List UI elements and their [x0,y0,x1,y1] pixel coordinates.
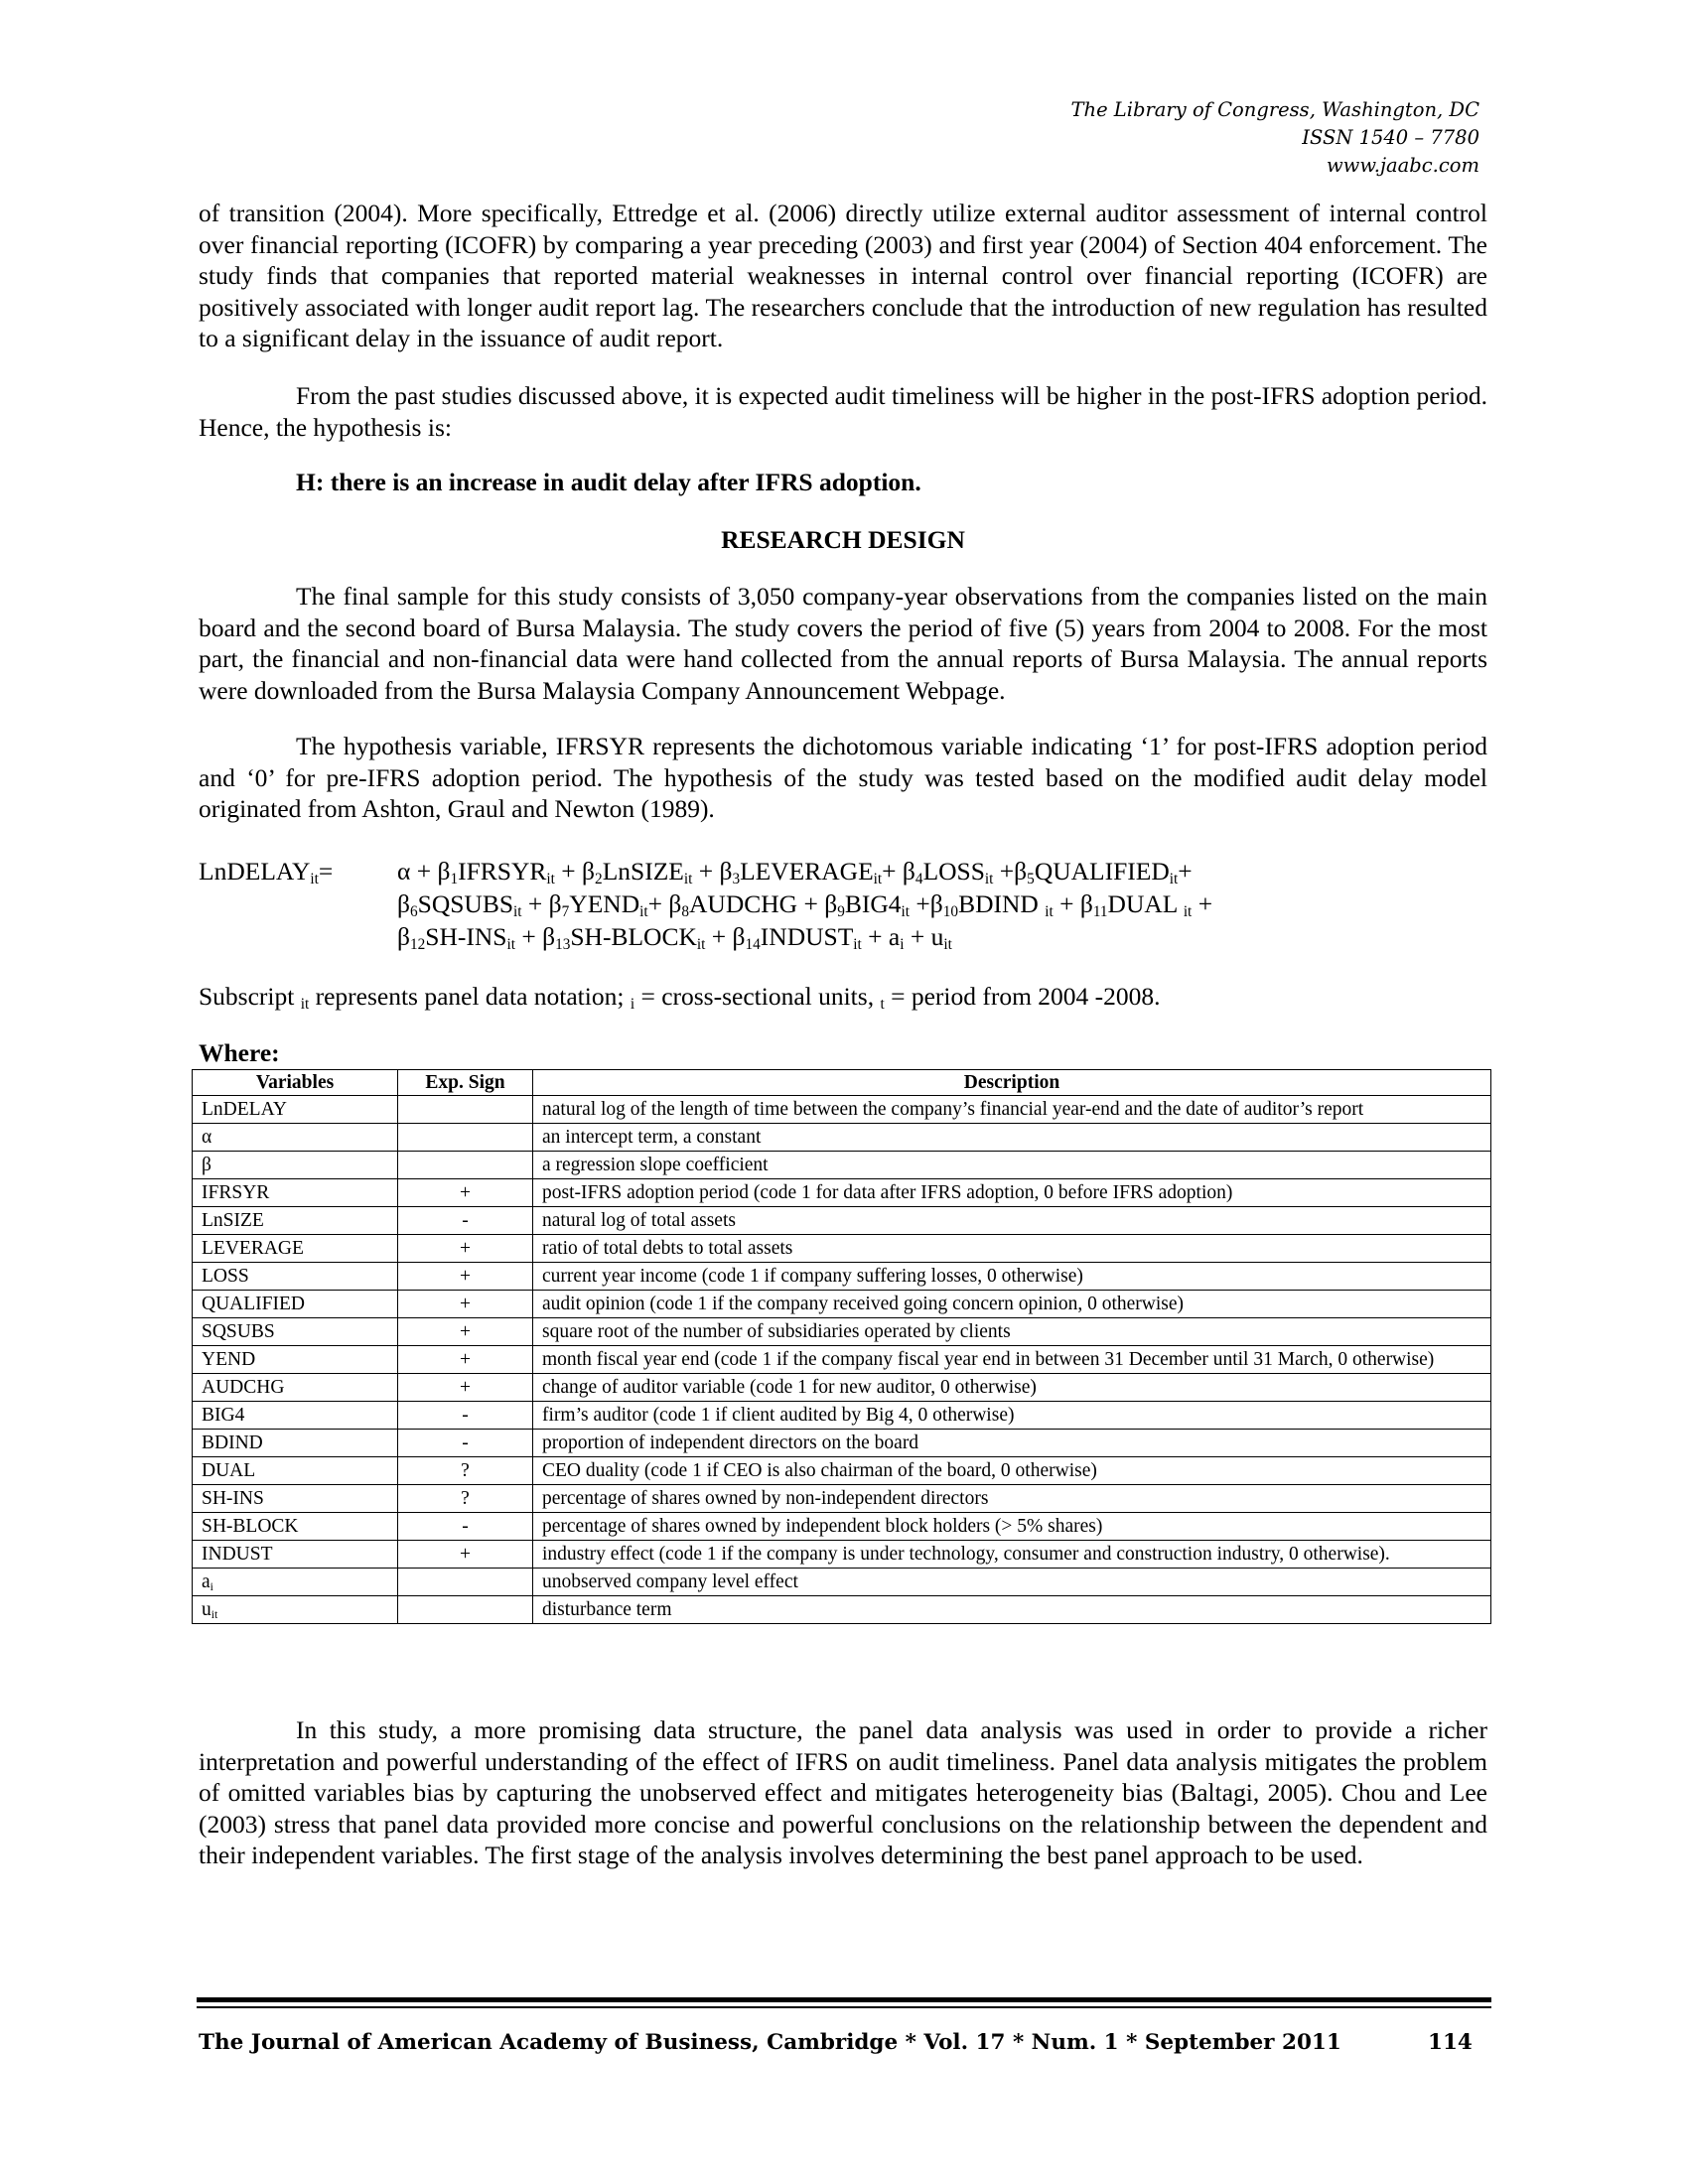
equation-term-text: + β [554,857,596,886]
table-row [193,1402,1491,1430]
equation-term-text: β [397,889,410,918]
description-cell: disturbance term [533,1596,1491,1624]
variable-cell [193,1346,398,1374]
equation-term-text: SH-BLOCK [570,922,697,951]
variable-cell [193,1374,398,1402]
subscript-note-text: Subscript [199,982,301,1011]
equation-term-text: INDUST [760,922,854,951]
equation-term-subscript: it [546,870,555,887]
variable-cell [193,1513,398,1541]
table-row [193,1374,1491,1402]
expected-sign-cell [398,1096,533,1124]
description-cell: month fiscal year end (code 1 if the company fiscal year end in between 31 December until 31 March, 0 otherwise) [533,1346,1491,1374]
section-heading: RESEARCH DESIGN [721,525,965,554]
equation-term-subscript: it [513,902,522,920]
table-row [193,1513,1491,1541]
equation-term-subscript: it [873,870,883,887]
equation-line-3 [397,920,1212,953]
paragraph-3-block [199,581,1487,706]
description-cell: change of auditor variable (code 1 for new auditor, 0 otherwise) [533,1374,1491,1402]
variable-name: BDIND [202,1433,263,1453]
variable-name: u [202,1599,211,1620]
expected-sign-cell [398,1596,533,1624]
expected-sign-cell [398,1569,533,1596]
equation-term-subscript: 8 [681,902,690,920]
expected-sign-cell: ? [398,1457,533,1485]
variable-name: YEND [202,1349,256,1370]
equation-lhs-sub: it [310,870,319,887]
variable-name: AUDCHG [202,1377,285,1398]
equation-lhs-var: LnDELAY [199,857,311,886]
paragraph-1: of transition (2004). More specifically, Ettredge et al. (2006) directly utilize external auditor assessment of internal control over financial reporting (ICOFR) by comparing a year preceding (2003) and first year (2004) of Section 404 enforcement. The study finds that companies that reported material weaknesses in internal control over financial reporting (ICOFR) are positively associated with longer audit report lag. The researchers conclude that the introduction of new regulation has resulted to a significant delay in the issuance of audit report. [199,199,1487,352]
table-body [193,1096,1491,1624]
equation-equals: = [318,857,334,886]
footer-rule-thin [197,2006,1491,2008]
equation-term-text: DUAL [1107,889,1184,918]
description-cell: proportion of independent directors on the board [533,1430,1491,1457]
equation-term-subscript: 5 [1027,870,1035,887]
equation-term-subscript: it [639,902,648,920]
equation-term-text: + u [904,922,944,951]
equation-term-text: +β [993,857,1028,886]
equation-term-text: + β [692,857,733,886]
expected-sign-cell: - [398,1513,533,1541]
equation-term-subscript: 2 [595,870,603,887]
paragraph-2: From the past studies discussed above, it is expected audit timeliness will be higher in the post-IFRS adoption period. Hence, the hypothesis is: [199,381,1487,442]
variable-cell [193,1430,398,1457]
col-header-variables: Variables [193,1070,398,1096]
subscript-note-subscript: t [880,995,885,1013]
header-line-2: ISSN 1540 – 7780 [1302,126,1479,149]
table-row [193,1541,1491,1569]
equation-term-subscript: 14 [745,935,761,953]
equation-term-text: IFRSYR [458,857,547,886]
variable-cell [193,1179,398,1207]
equation-term-text: + β [705,922,746,951]
equation-term-subscript: 4 [914,870,923,887]
footer-rule-thick [197,1997,1491,2002]
variable-name: LEVERAGE [202,1238,304,1259]
table-row [193,1207,1491,1235]
description-cell: natural log of total assets [533,1207,1491,1235]
description-cell: industry effect (code 1 if the company is under technology, consumer and construction industry, 0 otherwise). [533,1541,1491,1569]
equation-term-subscript: it [943,935,952,953]
table-row [193,1179,1491,1207]
variable-cell [193,1596,398,1624]
subscript-note-text: = cross-sectional units, [634,982,881,1011]
equation-term-text: BDIND [958,889,1046,918]
table-row [193,1318,1491,1346]
equation-lhs [199,855,333,887]
running-header [1071,96,1480,180]
description-cell: percentage of shares owned by independent block holders (> 5% shares) [533,1513,1491,1541]
table-row [193,1291,1491,1318]
equation-term-text: + [1178,857,1193,886]
variable-name: a [202,1571,211,1592]
subscript-note-text: represents panel data notation; [309,982,631,1011]
variable-name: QUALIFIED [202,1294,305,1314]
variable-cell [193,1235,398,1263]
header-line-3: www.jaabc.com [1326,154,1479,177]
equation-term-subscript: 9 [837,902,845,920]
equation-term-subscript: 3 [732,870,741,887]
equation-term-subscript: i [900,935,905,953]
description-cell: ratio of total debts to total assets [533,1235,1491,1263]
variable-cell [193,1152,398,1179]
equation-line-2 [397,887,1212,920]
variable-name: α [202,1127,212,1148]
equation-term-text: + β [521,889,562,918]
equation-term-subscript: it [683,870,693,887]
variable-name: SH-INS [202,1488,264,1509]
equation-term-text: LOSS [922,857,985,886]
where-label: Where: [199,1038,280,1067]
table-row [193,1596,1491,1624]
table-row [193,1096,1491,1124]
expected-sign-cell: + [398,1235,533,1263]
variable-cell [193,1569,398,1596]
table-row [193,1569,1491,1596]
description-cell: firm’s auditor (code 1 if client audited by Big 4, 0 otherwise) [533,1402,1491,1430]
col-header-exp-sign: Exp. Sign [398,1070,533,1096]
expected-sign-cell: - [398,1402,533,1430]
expected-sign-cell [398,1124,533,1152]
description-cell: a regression slope coefficient [533,1152,1491,1179]
variable-subscript: it [211,1607,218,1621]
equation-term-subscript: 1 [450,870,459,887]
equation-term-text: +β [910,889,943,918]
table-row [193,1263,1491,1291]
equation-term-text: AUDCHG + β [689,889,838,918]
variable-name: INDUST [202,1544,273,1565]
equation-term-text: + β [514,922,556,951]
variable-cell [193,1291,398,1318]
variable-name: LnSIZE [202,1210,264,1231]
paragraph-2-block [199,380,1487,443]
variable-name: SQSUBS [202,1321,275,1342]
equation-term-subscript: 11 [1092,902,1108,920]
variable-cell [193,1207,398,1235]
equation-term-subscript: 10 [942,902,959,920]
paragraph-4-block [199,731,1487,825]
variable-subscript: i [210,1579,213,1593]
variable-cell [193,1263,398,1291]
table-row [193,1152,1491,1179]
variable-name: SH-BLOCK [202,1516,299,1537]
table-header-row [193,1070,1491,1096]
equation-term-text: SQSUBS [417,889,514,918]
table-row [193,1235,1491,1263]
equation-term-text: SH-INS [425,922,507,951]
table-row [193,1457,1491,1485]
equation-term-text: + a [861,922,901,951]
expected-sign-cell [398,1152,533,1179]
equation-term-text: α + β [397,857,451,886]
subscript-note-subscript: i [630,995,635,1013]
expected-sign-cell: + [398,1179,533,1207]
equation-term-subscript: it [901,902,911,920]
equation-term-subscript: it [984,870,994,887]
variable-name: IFRSYR [202,1182,270,1203]
expected-sign-cell: - [398,1207,533,1235]
variables-table [192,1069,1491,1624]
variable-cell [193,1541,398,1569]
description-cell: unobserved company level effect [533,1569,1491,1596]
description-cell: an intercept term, a constant [533,1124,1491,1152]
header-line-1: The Library of Congress, Washington, DC [1070,98,1479,121]
equation-term-subscript: it [853,935,862,953]
equation-term-subscript: it [1183,902,1193,920]
equation-term-subscript: 12 [409,935,426,953]
variable-name: LOSS [202,1266,249,1287]
expected-sign-cell: + [398,1291,533,1318]
expected-sign-cell: + [398,1374,533,1402]
subscript-note [199,982,1161,1012]
equation-term-text: BIG4 [844,889,902,918]
expected-sign-cell: + [398,1346,533,1374]
variable-cell [193,1457,398,1485]
equation-term-subscript: 13 [555,935,571,953]
footer-journal-citation: The Journal of American Academy of Business, Cambridge * Vol. 17 * Num. 1 * September 2011 [199,2030,1341,2055]
description-cell: audit opinion (code 1 if the company received going concern opinion, 0 otherwise) [533,1291,1491,1318]
equation-line-1 [397,855,1212,887]
description-cell: current year income (code 1 if company suffering losses, 0 otherwise) [533,1263,1491,1291]
variable-name: BIG4 [202,1405,245,1426]
variable-name: β [202,1155,211,1175]
equation-term-subscript: 6 [409,902,418,920]
footer-page-number: 114 [1428,2030,1473,2055]
variable-cell [193,1096,398,1124]
paragraph-1-block [199,198,1487,354]
paragraph-4: The hypothesis variable, IFRSYR represents the dichotomous variable indicating ‘1’ for post-IFRS adoption period and ‘0’ for pre-IFRS adoption period. The hypothesis of the study was tested based on the modified audit delay model originated from Ashton, Graul and Newton (1989). [199,732,1487,823]
equation-term-text: QUALIFIED [1034,857,1170,886]
col-header-description: Description [533,1070,1491,1096]
variable-cell [193,1485,398,1513]
equation-term-subscript: it [506,935,515,953]
description-cell: CEO duality (code 1 if CEO is also chairman of the board, 0 otherwise) [533,1457,1491,1485]
variable-name: LnDELAY [202,1099,287,1120]
variable-name: DUAL [202,1460,256,1481]
table-row [193,1430,1491,1457]
equation-rhs [397,855,1212,953]
expected-sign-cell: - [398,1430,533,1457]
description-cell: natural log of the length of time between the company’s financial year-end and the date of auditor’s report [533,1096,1491,1124]
subscript-note-text: = period from 2004 -2008. [884,982,1161,1011]
equation-term-text: YEND [569,889,640,918]
description-cell: post-IFRS adoption period (code 1 for data after IFRS adoption, 0 before IFRS adoption) [533,1179,1491,1207]
equation-term-subscript: it [1045,902,1054,920]
variable-cell [193,1318,398,1346]
variable-cell [193,1402,398,1430]
equation-term-subscript: it [696,935,706,953]
equation-term-text: + [1192,889,1213,918]
hypothesis-statement: H: there is an increase in audit delay after IFRS adoption. [296,468,921,496]
variable-cell [193,1124,398,1152]
table-row [193,1124,1491,1152]
description-cell: square root of the number of subsidiaries operated by clients [533,1318,1491,1346]
equation-term-text: + β [1053,889,1093,918]
equation-term-subscript: 7 [561,902,570,920]
subscript-note-subscript: it [300,995,310,1013]
equation-term-text: + β [647,889,682,918]
paragraph-5: In this study, a more promising data structure, the panel data analysis was used in order to provide a richer interpretation and powerful understanding of the effect of IFRS on audit timeliness. Panel data analysis mitigates the problem of omitted variables bias by capturing the unobserved effect and mitigates heterogeneity bias (Baltagi, 2005). Chou and Lee (2003) stress that panel data provided more concise and powerful conclusions on the relationship between the dependent and their independent variables. The first stage of the analysis involves determining the best panel approach to be used. [199,1715,1487,1869]
description-cell: percentage of shares owned by non-independent directors [533,1485,1491,1513]
equation-term-text: + β [882,857,915,886]
expected-sign-cell: + [398,1318,533,1346]
expected-sign-cell: + [398,1263,533,1291]
table-row [193,1485,1491,1513]
expected-sign-cell: + [398,1541,533,1569]
equation-term-text: LnSIZE [602,857,684,886]
expected-sign-cell: ? [398,1485,533,1513]
paragraph-3: The final sample for this study consists of 3,050 company-year observations from the companies listed on the main board and the second board of Bursa Malaysia. The study covers the period of five (5) years from 2004 to 2008. For the most part, the financial and non-financial data were hand collected from the annual reports of Bursa Malaysia. The annual reports were downloaded from the Bursa Malaysia Company Announcement Webpage. [199,582,1487,705]
table-row [193,1346,1491,1374]
equation-term-text: LEVERAGE [740,857,874,886]
equation-term-text: β [397,922,410,951]
paragraph-5-block [199,1714,1487,1871]
equation-term-subscript: it [1169,870,1179,887]
